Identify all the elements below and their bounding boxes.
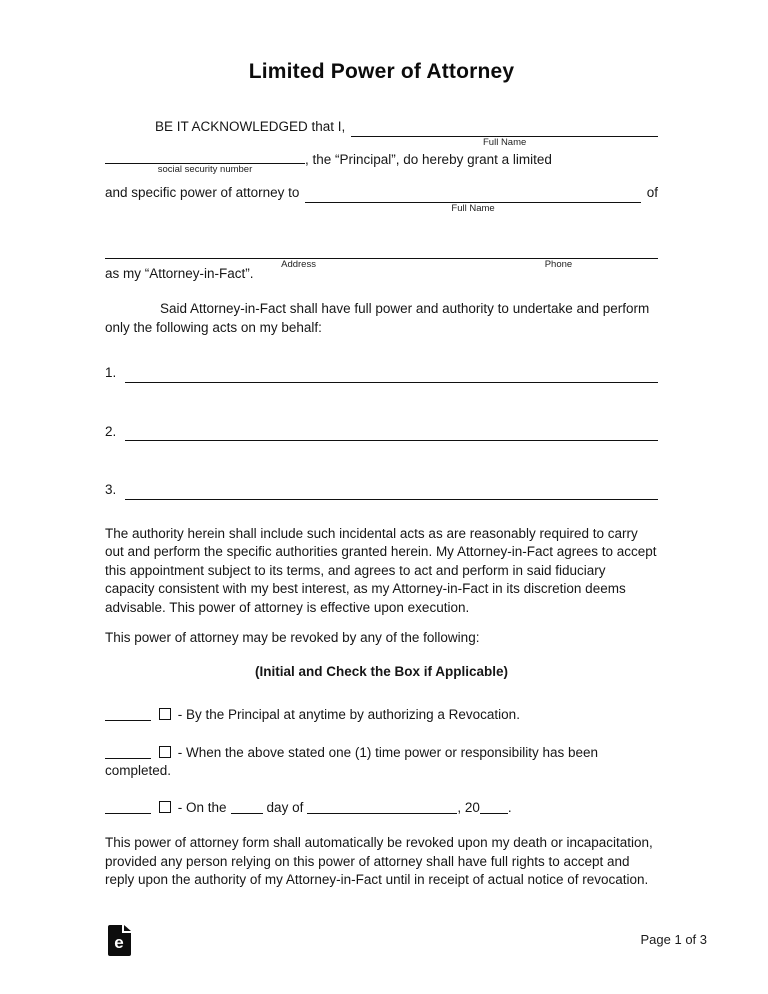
intro-line-grant xyxy=(105,184,658,214)
option-text: - On the xyxy=(177,799,227,815)
checkbox-icon[interactable] xyxy=(159,708,171,720)
act-2-blank[interactable] xyxy=(125,427,658,441)
document-icon xyxy=(108,925,131,956)
initials-blank[interactable] xyxy=(105,746,151,759)
checkbox-icon[interactable] xyxy=(159,801,171,813)
intro-line-acknowledged xyxy=(105,118,658,148)
principal-name-blank[interactable] xyxy=(351,123,658,148)
acts-list xyxy=(105,364,658,500)
eforms-logo-icon xyxy=(108,925,131,956)
option-text: - By the Principal at anytime by authorizing a Revocation. xyxy=(177,707,520,722)
ssn-label: social security number xyxy=(157,163,253,175)
address-phone-blank[interactable] xyxy=(105,245,658,270)
principal-text: , the “Principal”, do hereby grant a limited xyxy=(305,151,552,167)
revocation-intro: This power of attorney may be revoked by any of the following: xyxy=(105,630,480,645)
authority-paragraph: The authority herein shall include such incidental acts as are reasonably required to carry out and perform the specific authorities granted herein. My Attorney-in-Fact agrees to accept this appointment subject to its terms, and agrees to act and perform in said fiduciary capacity consistent with my best interest, as my Attorney-in-Fact in its discretion deems advisable. This power of attorney is effective upon execution. xyxy=(105,525,657,615)
act-item-1 xyxy=(105,364,658,383)
intro-line-address-phone xyxy=(105,225,658,270)
full-name-label: Full Name xyxy=(483,136,527,148)
blank-line xyxy=(305,189,640,203)
act-item-2 xyxy=(105,423,658,442)
intro-line-ssn xyxy=(105,150,658,175)
initials-blank[interactable] xyxy=(105,801,151,814)
page-footer xyxy=(0,921,768,959)
month-blank[interactable] xyxy=(307,801,457,814)
option-text: , 20 xyxy=(457,799,480,815)
act-item-3 xyxy=(105,481,658,500)
act-3-blank[interactable] xyxy=(125,486,658,500)
act-number: 1. xyxy=(105,365,117,380)
blank-line xyxy=(105,245,658,259)
blank-line xyxy=(125,427,658,441)
auto-revocation-paragraph: This power of attorney form shall automatically be revoked upon my death or incapacitation, provided any person relying on this power of attorney shall have full rights to accept and reply upon the authority of my Attorney-in-Fact until in receipt of actual notice of revocation. xyxy=(105,835,653,887)
ssn-blank[interactable] xyxy=(105,150,305,175)
blank-line xyxy=(125,369,658,383)
revocation-option-3 xyxy=(105,799,658,818)
attorney-in-fact-line: as my “Attorney-in-Fact”. xyxy=(105,265,254,281)
act-number: 3. xyxy=(105,482,117,497)
intro-section xyxy=(105,118,658,283)
blank-line xyxy=(125,486,658,500)
grant-text: and specific power of attorney to xyxy=(105,185,300,200)
blank-line xyxy=(351,123,658,137)
acts-intro-paragraph: Said Attorney-in-Fact shall have full power and authority to undertake and perform only the following acts on my behalf: xyxy=(105,301,650,335)
option-text: . xyxy=(507,799,512,815)
option-text: - When the above stated one (1) time power or responsibility has been completed. xyxy=(105,744,598,778)
agent-name-blank[interactable] xyxy=(305,189,640,214)
revocation-option-2 xyxy=(105,744,658,781)
address-label: Address xyxy=(281,258,316,270)
initials-blank[interactable] xyxy=(105,708,151,721)
page-number: Page 1 of 3 xyxy=(640,931,707,947)
year-blank[interactable] xyxy=(480,801,508,814)
page-title: Limited Power of Attorney xyxy=(248,60,515,83)
of-text: of xyxy=(646,185,658,200)
option-text: day of xyxy=(266,799,304,815)
logo-letter: e xyxy=(114,932,124,952)
act-number: 2. xyxy=(105,423,117,439)
day-blank[interactable] xyxy=(231,801,263,814)
checkbox-icon[interactable] xyxy=(159,746,171,758)
revocation-heading: (Initial and Check the Box if Applicable) xyxy=(254,663,509,679)
act-1-blank[interactable] xyxy=(125,369,658,383)
blank-line xyxy=(105,150,305,164)
full-name-label: Full Name xyxy=(451,202,495,214)
acknowledged-text: BE IT ACKNOWLEDGED that I, xyxy=(155,119,346,134)
phone-label: Phone xyxy=(544,258,573,270)
revocation-option-1 xyxy=(105,706,658,725)
